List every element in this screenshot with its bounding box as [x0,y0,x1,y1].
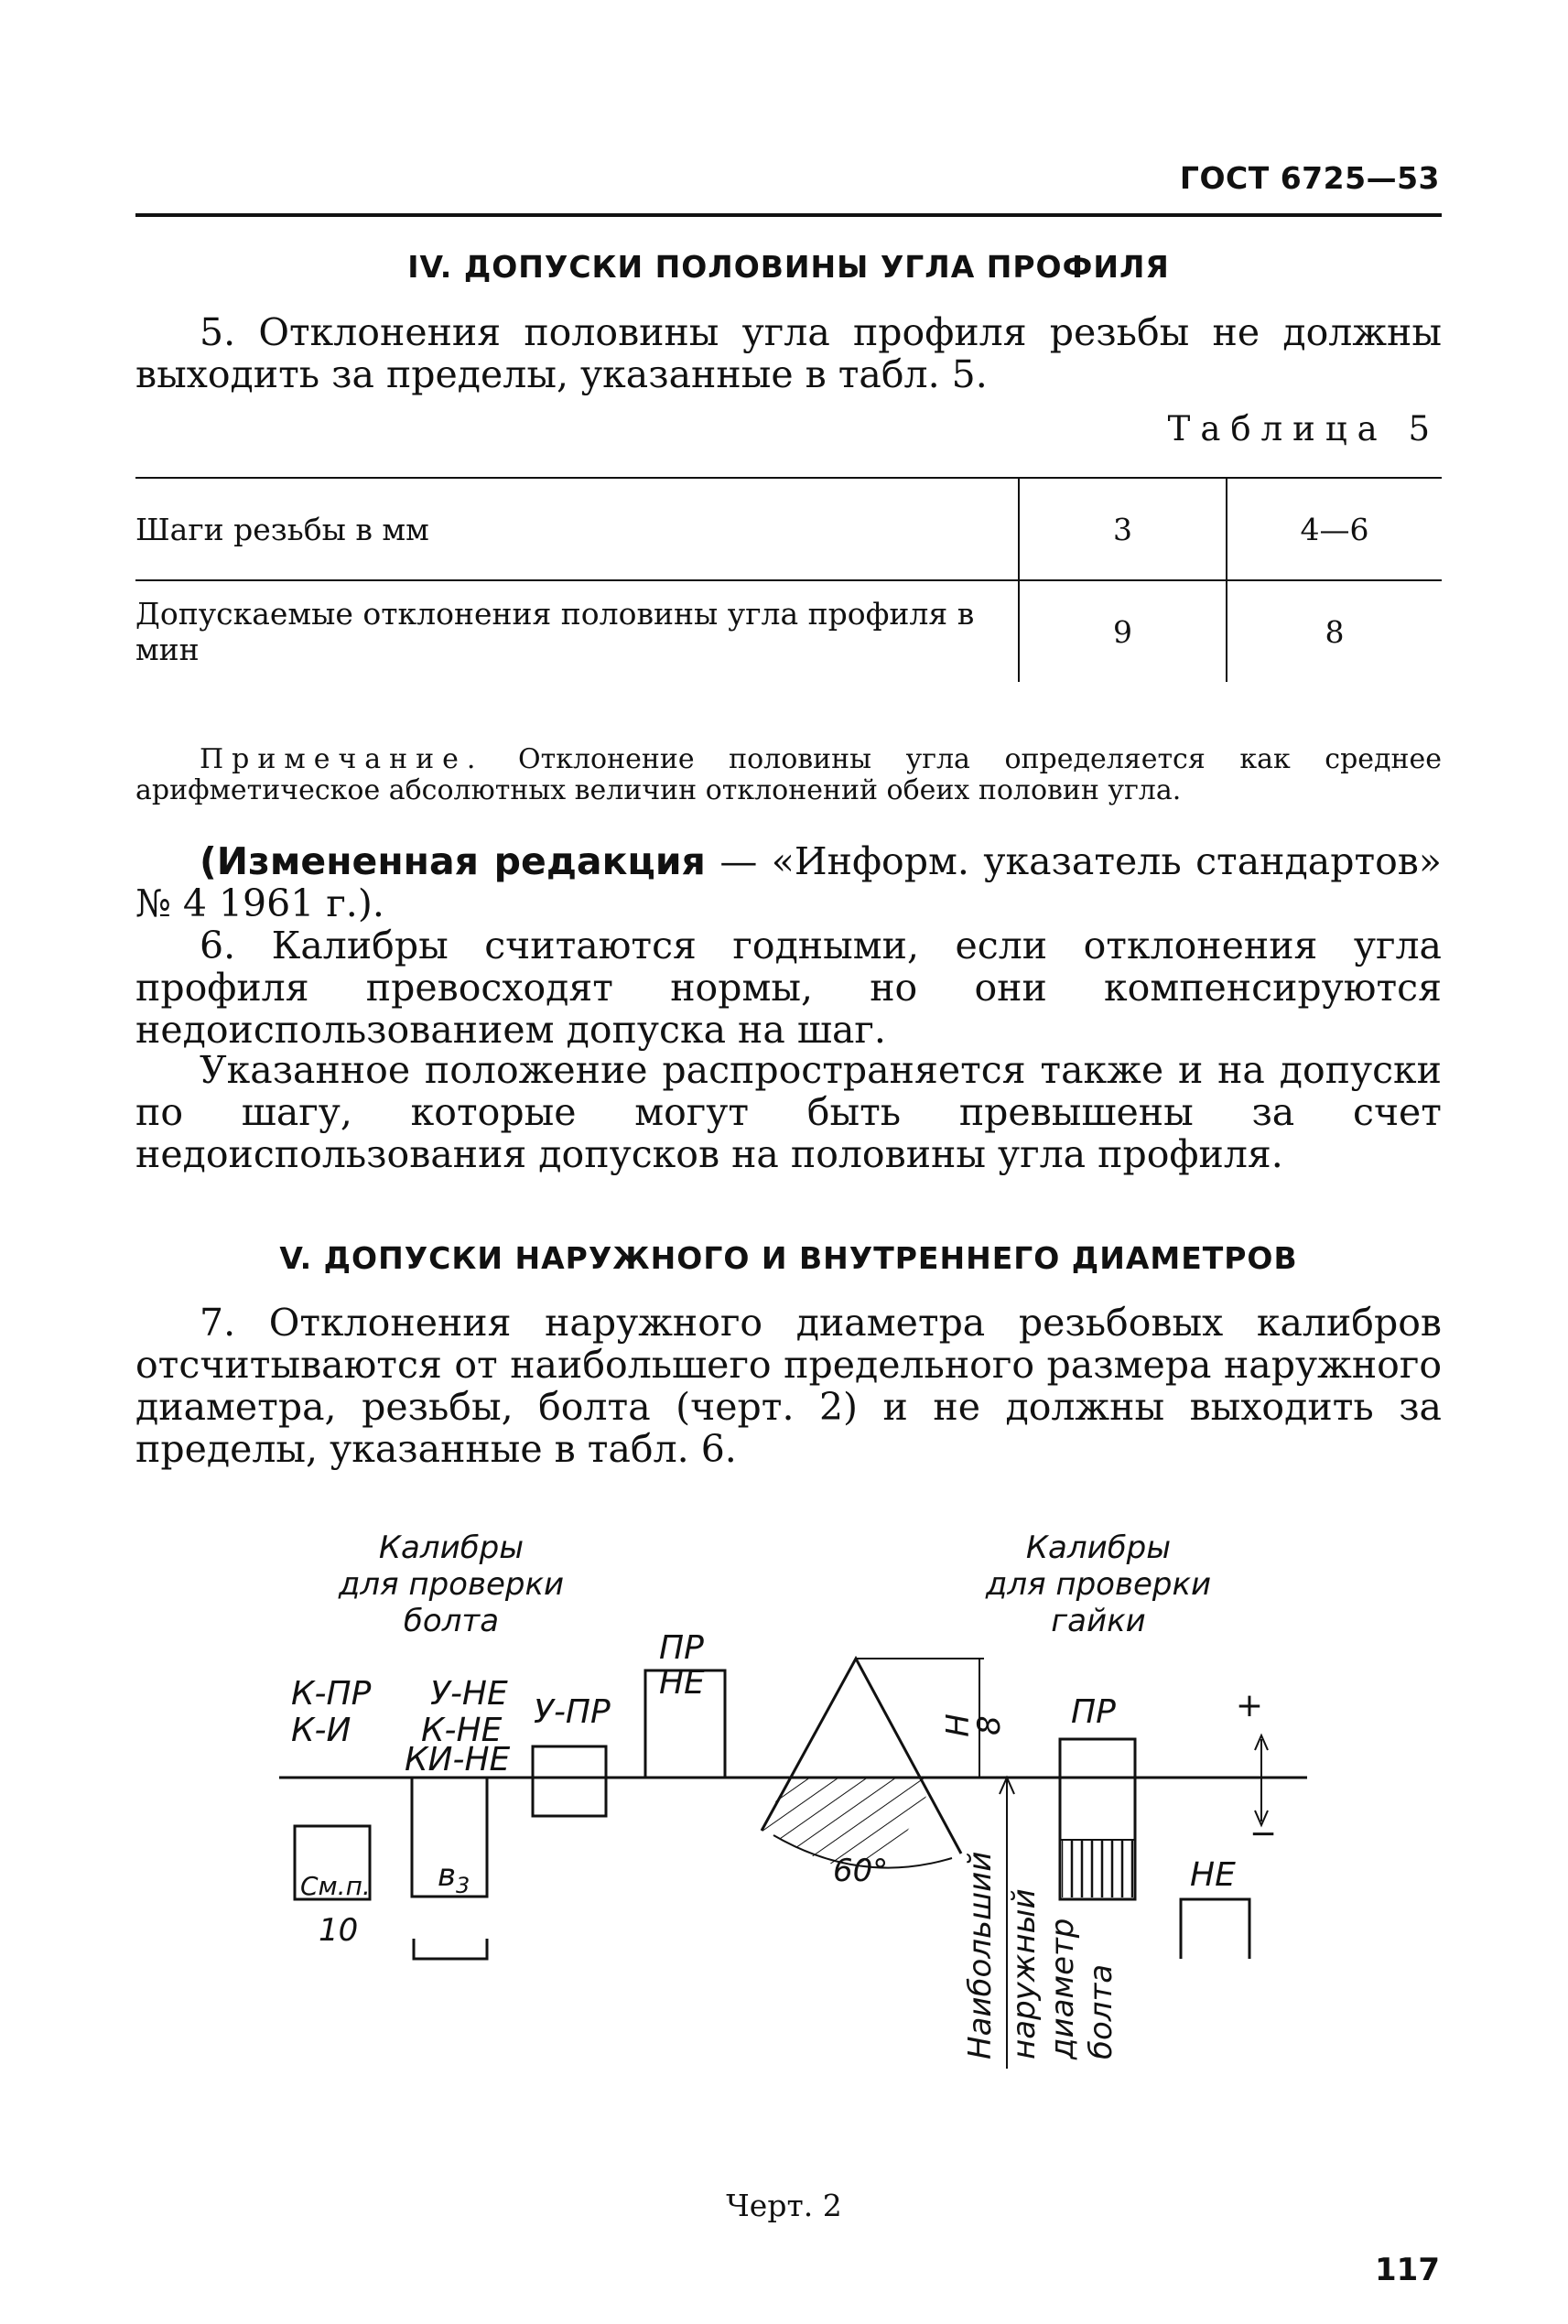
label-angle: 60° [833,1853,889,1889]
table-cell-value: 9 [1019,580,1227,682]
bolt-title-line3: болта [403,1603,500,1639]
table-cell-value: 3 [1019,478,1227,580]
label-k-pr: К-ПР [291,1675,372,1713]
paragraph-6: 6. Калибры считаются годными, если отклонения угла профиля превосходят нормы, но они компенсируются недоиспользованием допуска на шаг. [135,924,1442,1052]
bolt-title-line1: Калибры [378,1530,524,1566]
u-pr-box [533,1746,606,1816]
note-label: Примечание. [200,743,484,775]
section-4-title: IV. ДОПУСКИ ПОЛОВИНЫ УГЛА ПРОФИЛЯ [407,249,1170,285]
table-cell-label: Допускаемые отклонения половины угла профиля в мин [135,580,1019,682]
label-k-ne: К-НЕ [421,1712,503,1749]
standard-header: ГОСТ 6725—53 [1179,160,1440,196]
ne-nut-box [1181,1899,1249,1959]
b3-letter: в [438,1857,457,1894]
b3-sub: 3 [456,1873,470,1898]
nut-title-line1: Калибры [1025,1530,1172,1566]
label-minus: − [1249,1815,1278,1853]
note-text: Отклонение половины угла определяется как среднее арифметическое абсолютных величин отклонений обеих половин угла. [135,743,1442,806]
table-cell-value: 4—6 [1227,478,1442,580]
vlabel-2: наружный [1006,1888,1043,2059]
nut-title-line3: гайки [1051,1603,1146,1639]
label-ten: 10 [319,1912,359,1949]
vlabel-3: диаметр [1044,1918,1081,2059]
label-eight: 8 [971,1715,1008,1735]
vlabel-4: болта [1083,1963,1119,2059]
table-row [135,580,1442,682]
b3-bracket [414,1939,487,1959]
header-rule [135,213,1442,217]
paragraph-6b: Указанное положение распространяется также и на допуски по шагу, которые могут быть превышены за счет недоиспользования допусков на половины угла профиля. [135,1048,1442,1176]
page-number: 117 [1375,2252,1440,2288]
label-b3 [438,1857,470,1898]
nut-title-line2: для проверки [985,1566,1212,1603]
label-u-pr: У-ПР [534,1693,611,1731]
label-k-i: К-И [291,1712,351,1749]
table-row [135,478,1442,580]
pr-nut-hatch [1062,1840,1133,1897]
label-u-ne: У-НЕ [430,1675,508,1713]
table-cell-label: Шаги резьбы в мм [135,478,1019,580]
label-ne-top: НЕ [659,1664,705,1702]
section-5-title: V. ДОПУСКИ НАРУЖНОГО И ВНУТРЕННЕГО ДИАМЕТРОВ [279,1240,1298,1276]
label-h: H [940,1713,977,1737]
table-cell-value: 8 [1227,580,1442,682]
label-ne-nut: НЕ [1190,1856,1236,1894]
label-ki-ne: КИ-НЕ [405,1741,511,1778]
revision-text: — «Информ. указатель стандартов» № 4 1961 г.). [135,839,1442,925]
label-pr-nut: ПР [1071,1693,1116,1731]
revision-bold: (Измененная редакция [200,839,706,883]
table-5 [135,477,1442,682]
paragraph-7: 7. Отклонения наружного диаметра резьбовых калибров отсчитываются от наибольшего предельного размера наружного диаметра, резьбы, болта (черт. 2) и не должны выходить за пределы, указанные в табл. 6. [135,1301,1442,1471]
vlabel-1: Наибольший [962,1851,999,2059]
label-plus: + [1235,1687,1264,1724]
table-note [135,744,1442,806]
paragraph-5: 5. Отклонения половины угла профиля резьбы не должны выходить за пределы, указанные в табл. 5. [135,310,1442,396]
gauge-tolerance-diagram [0,1519,1568,2178]
label-pr-top: ПР [659,1629,704,1667]
table-5-caption: Таблица 5 [1167,409,1440,449]
bolt-title-line2: для проверки [338,1566,565,1603]
label-sm-p: См.п. [300,1871,371,1901]
figure-caption: Черт. 2 [726,2188,842,2223]
revision-note [135,840,1442,924]
